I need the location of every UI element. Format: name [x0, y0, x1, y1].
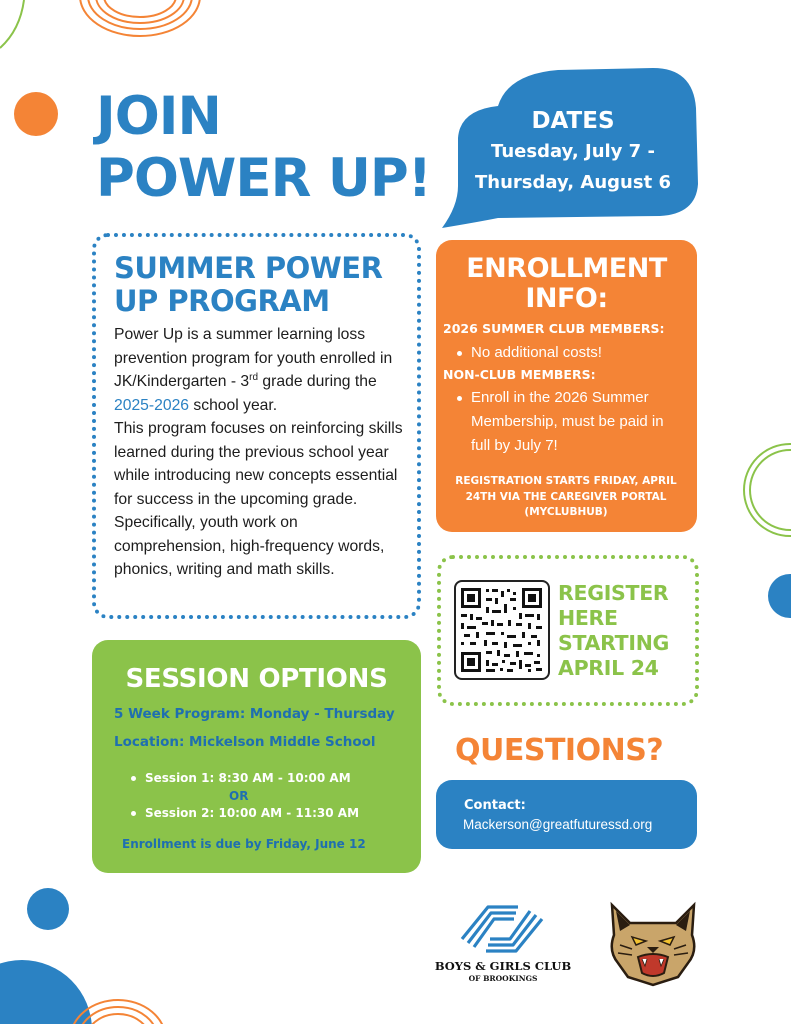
contact-email-link[interactable]: Mackerson@greatfuturessd.org [463, 817, 653, 832]
bullet-icon [457, 351, 462, 356]
program-paragraph-1 [114, 323, 406, 417]
program-title [114, 252, 382, 318]
page-title [96, 86, 431, 210]
session-2: Session 2: 10:00 AM - 11:30 AM [145, 806, 360, 820]
register-callout [558, 581, 669, 681]
contact-box [436, 780, 697, 849]
dates-end: Thursday, August 6 [475, 172, 671, 193]
club-members-label: 2026 SUMMER CLUB MEMBERS: [443, 321, 665, 336]
bullet-icon [131, 811, 136, 816]
club-members-item: No additional costs! [471, 344, 602, 361]
session-location: Location: Mickelson Middle School [114, 734, 376, 750]
non-club-members-item [471, 386, 664, 458]
registration-note [452, 474, 680, 521]
register-line-3: STARTING [558, 631, 670, 655]
title-line-1: JOIN [96, 86, 221, 147]
non-club-members-label: NON-CLUB MEMBERS: [443, 367, 596, 382]
program-p1-text-a: Power Up is a summer learning loss prevention program for youth enrolled in JK/Kindergarten - 3 [114, 326, 393, 390]
ordinal-suffix: rd [249, 371, 259, 383]
registration-line-3: (MYCLUBHUB) [524, 506, 608, 518]
dates-start: Tuesday, July 7 - [491, 141, 655, 162]
dates-block [462, 106, 684, 198]
qr-code[interactable] [454, 580, 550, 680]
program-title-line-2: UP PROGRAM [114, 284, 330, 318]
club-location: OF BROOKINGS [468, 974, 538, 983]
bobcat-mascot-icon [606, 901, 700, 987]
session-title: SESSION OPTIONS [125, 664, 388, 694]
bullet-icon [457, 396, 462, 401]
registration-line-2: 24TH VIA THE CAREGIVER PORTAL [465, 490, 667, 503]
questions-heading: QUESTIONS? [455, 733, 664, 768]
school-year: 2025-2026 [114, 396, 190, 414]
non-club-item-line-2: Membership, must be paid in [471, 413, 664, 430]
register-line-4: APRIL 24 [558, 656, 659, 680]
register-line-2: HERE [558, 606, 618, 630]
enrollment-title-line-1: ENROLLMENT [466, 253, 667, 284]
non-club-item-line-3: full by July 7! [471, 437, 558, 454]
non-club-item-line-1: Enroll in the 2026 Summer [471, 389, 649, 406]
program-description [114, 323, 406, 582]
registration-line-1: REGISTRATION STARTS FRIDAY, APRIL [455, 475, 677, 487]
enrollment-due: Enrollment is due by Friday, June 12 [122, 837, 366, 851]
qr-code-icon [456, 582, 548, 678]
program-paragraph-2: This program focuses on reinforcing skills learned during the previous school year while introducing new concepts essential for success in the upcoming grade. Specifically, youth work on comprehension, high-frequency words, phonics, writing and math skills. [114, 420, 403, 578]
enrollment-title-line-2: INFO: [525, 283, 608, 314]
program-p1-text-c: school year. [189, 396, 278, 414]
program-p1-text-b: grade during the [258, 373, 377, 390]
bullet-icon [131, 776, 136, 781]
title-line-2: POWER UP! [96, 148, 431, 209]
contact-label: Contact: [464, 798, 526, 813]
boys-and-girls-club-hands-icon [458, 901, 546, 957]
session-or: OR [229, 789, 249, 803]
session-schedule: 5 Week Program: Monday - Thursday [114, 706, 395, 722]
enrollment-title [436, 254, 697, 314]
dates-heading: DATES [531, 108, 615, 134]
club-name: BOYS & GIRLS CLUB [434, 959, 572, 973]
session-1: Session 1: 8:30 AM - 10:00 AM [145, 771, 351, 785]
register-line-1: REGISTER [558, 581, 669, 605]
program-title-line-1: SUMMER POWER [114, 251, 383, 285]
